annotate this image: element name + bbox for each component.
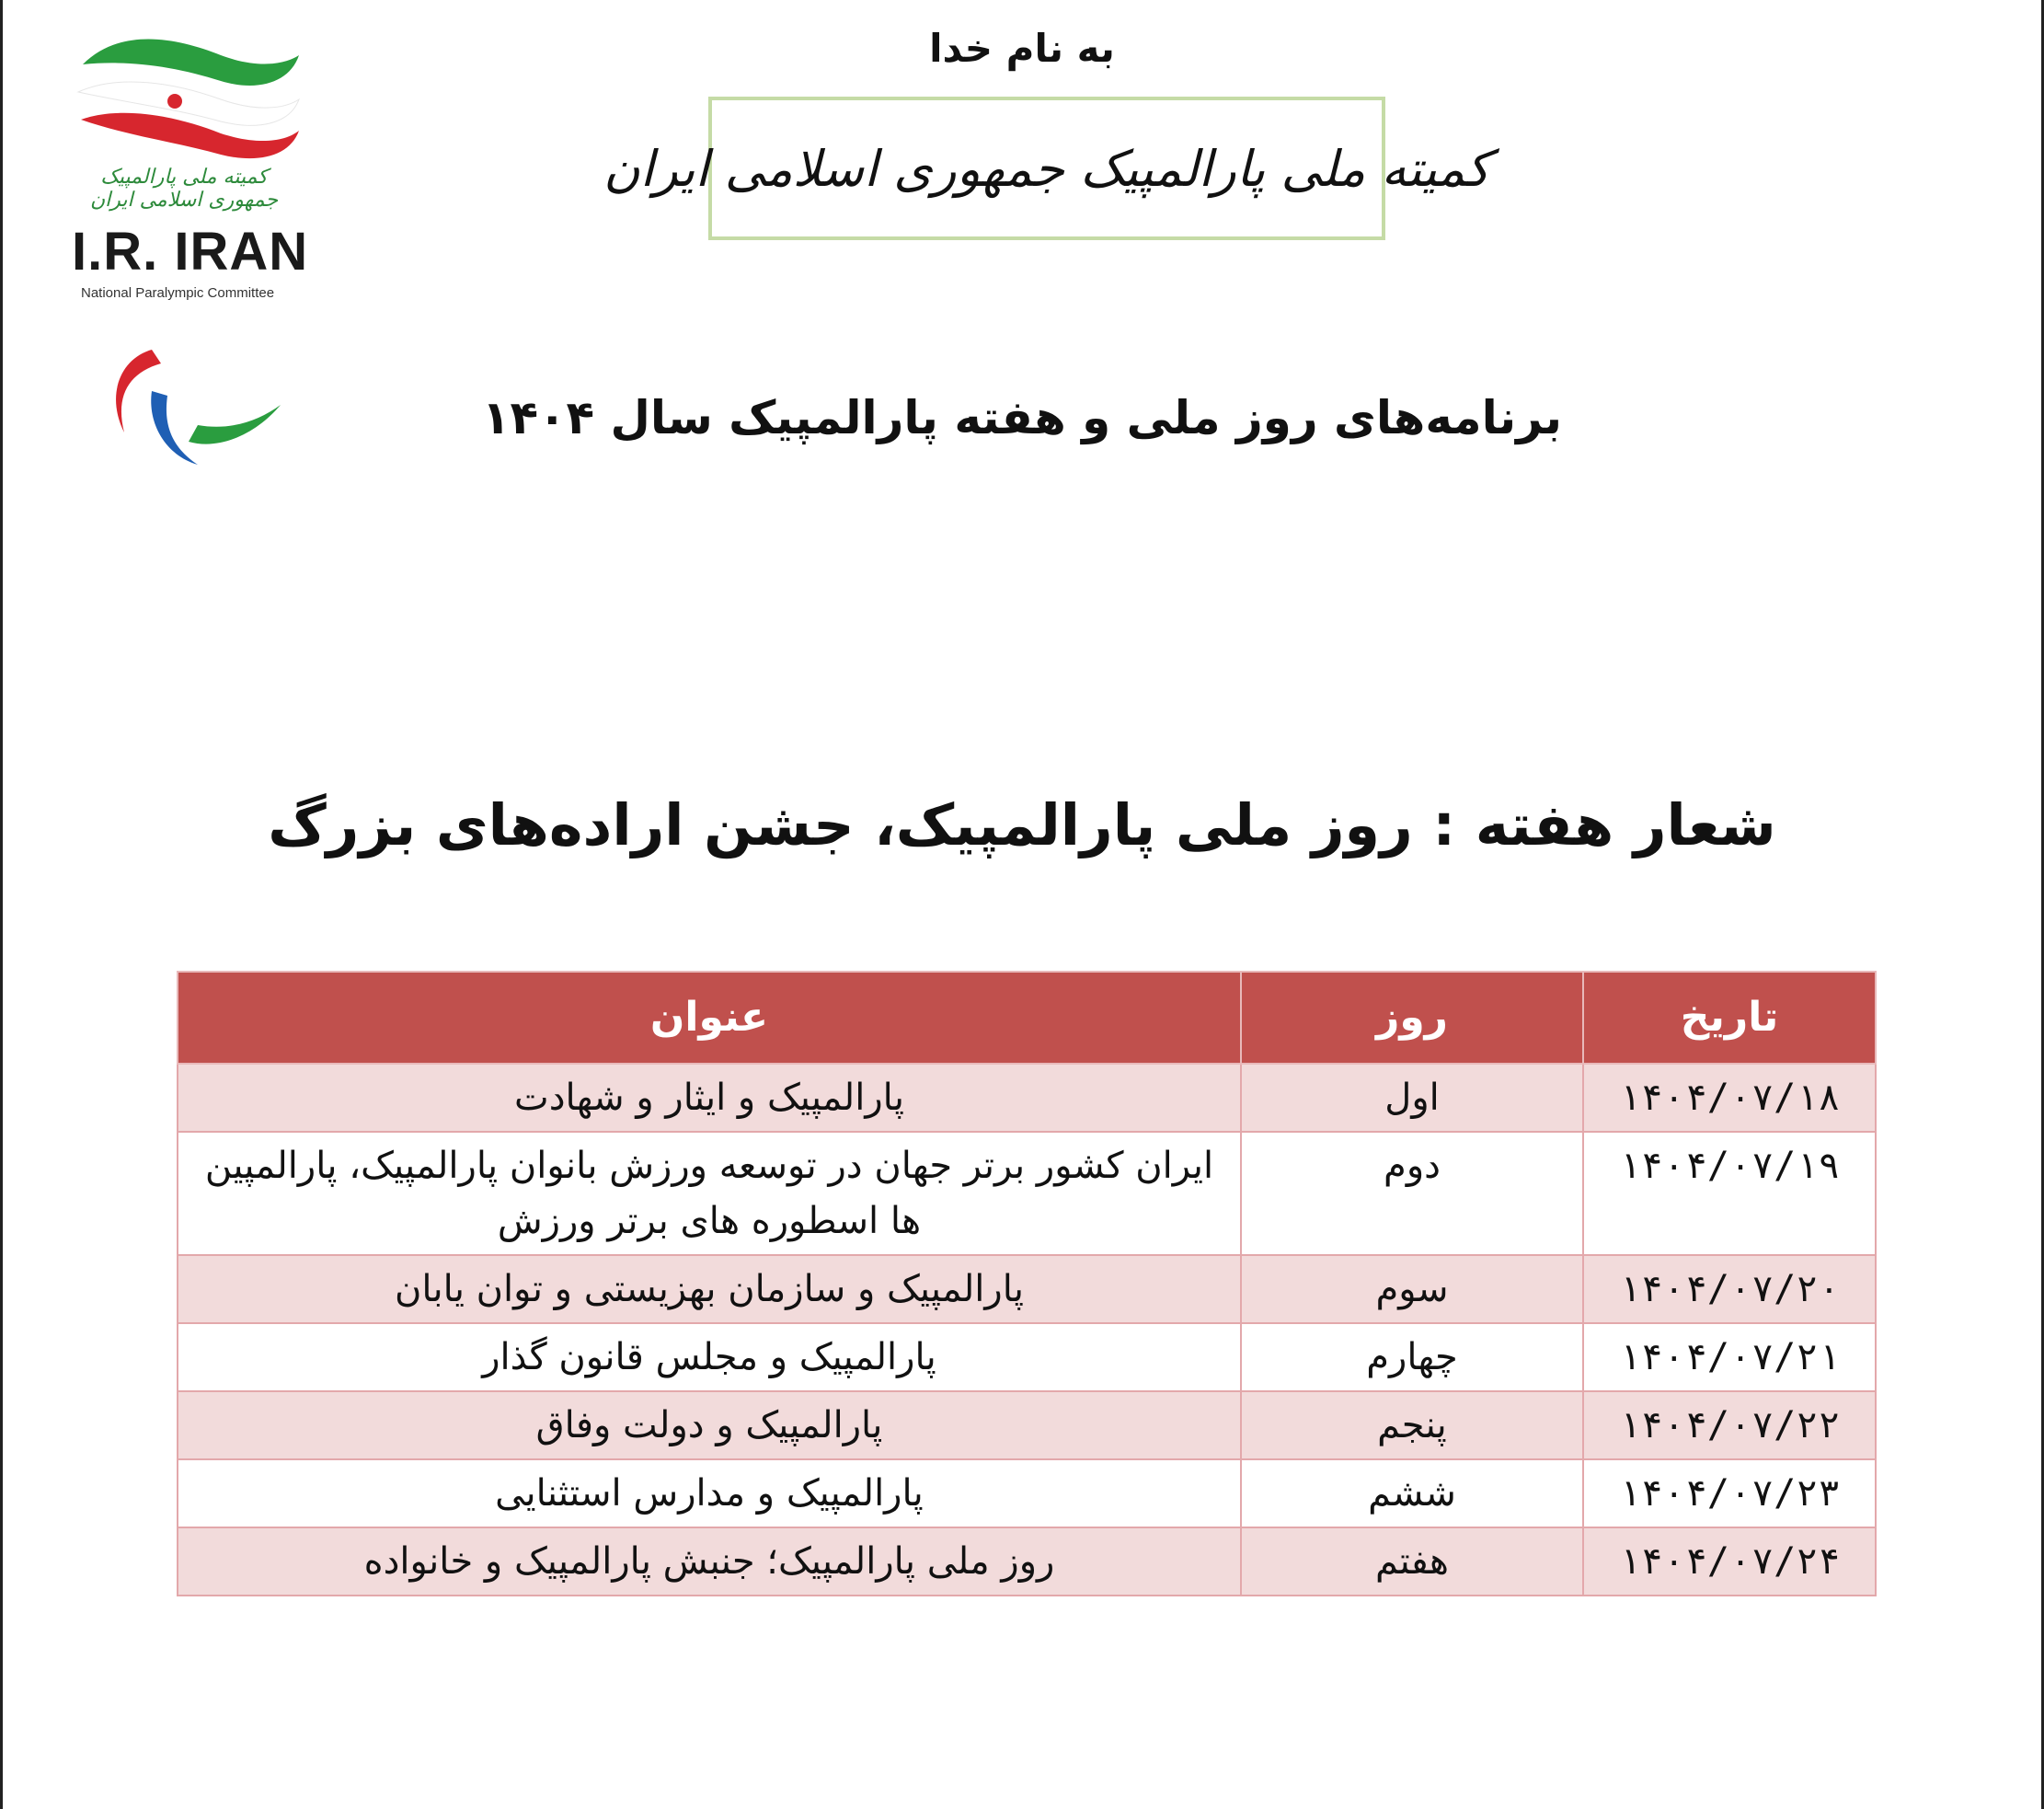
page-border-left (0, 0, 3, 1809)
table-row (178, 1527, 1876, 1596)
table-row (178, 1255, 1876, 1323)
table-row (178, 1064, 1876, 1132)
day-cell: سوم (1241, 1255, 1583, 1323)
committee-calligraphy-text: کمیته ملی پارالمپیک جمهوری اسلامی ایران (603, 139, 1490, 198)
day-cell: اول (1241, 1064, 1583, 1132)
day-cell: چهارم (1241, 1323, 1583, 1391)
date-cell: ۱۴۰۴/۰۷/۲۴ (1583, 1527, 1876, 1596)
date-cell: ۱۴۰۴/۰۷/۲۲ (1583, 1391, 1876, 1459)
table-row (178, 1391, 1876, 1459)
column-header-title: عنوان (178, 972, 1241, 1064)
day-cell: پنجم (1241, 1391, 1583, 1459)
basmala-heading: به نام خدا (929, 26, 1115, 71)
date-cell: ۱۴۰۴/۰۷/۱۸ (1583, 1064, 1876, 1132)
date-cell: ۱۴۰۴/۰۷/۱۹ (1583, 1132, 1876, 1255)
committee-calligraphy-frame (603, 97, 1490, 240)
title-cell: پارالمپیک و مجلس قانون گذار (178, 1323, 1241, 1391)
day-cell: دوم (1241, 1132, 1583, 1255)
logo-script-text: کمیته ملی پارالمپیک جمهوری اسلامی ایران (89, 166, 279, 212)
table-row (178, 1323, 1876, 1391)
column-header-date: تاریخ (1583, 972, 1876, 1064)
logo-subtitle: National Paralympic Committee (81, 285, 275, 301)
title-cell: پارالمپیک و دولت وفاق (178, 1391, 1241, 1459)
schedule-table (177, 971, 1877, 1596)
table-header-row (178, 972, 1876, 1064)
title-cell: ایران کشور برتر جهان در توسعه ورزش بانوان پارالمپیک، پارالمپین ها اسطوره های برتر ورزش (178, 1132, 1241, 1255)
table-row (178, 1132, 1876, 1255)
column-header-day: روز (1241, 972, 1583, 1064)
title-cell: پارالمپیک و ایثار و شهادت (178, 1064, 1241, 1132)
date-cell: ۱۴۰۴/۰۷/۲۱ (1583, 1323, 1876, 1391)
date-cell: ۱۴۰۴/۰۷/۲۰ (1583, 1255, 1876, 1323)
document-title: برنامه‌های روز ملی و هفته پارالمپیک سال ۱۴۰۴ (481, 391, 1563, 444)
date-cell: ۱۴۰۴/۰۷/۲۳ (1583, 1459, 1876, 1527)
title-cell: پارالمپیک و سازمان بهزیستی و توان یابان (178, 1255, 1241, 1323)
week-slogan: شعار هفته : روز ملی پارالمپیک، جشن اراده‌های بزرگ (268, 791, 1776, 858)
title-cell: پارالمپیک و مدارس استثنایی (178, 1459, 1241, 1527)
day-cell: هفتم (1241, 1527, 1583, 1596)
day-cell: ششم (1241, 1459, 1583, 1527)
logo-wordmark: I.R. IRAN (72, 222, 309, 282)
title-cell: روز ملی پارالمپیک؛ جنبش پارالمپیک و خانواده (178, 1527, 1241, 1596)
table-row (178, 1459, 1876, 1527)
